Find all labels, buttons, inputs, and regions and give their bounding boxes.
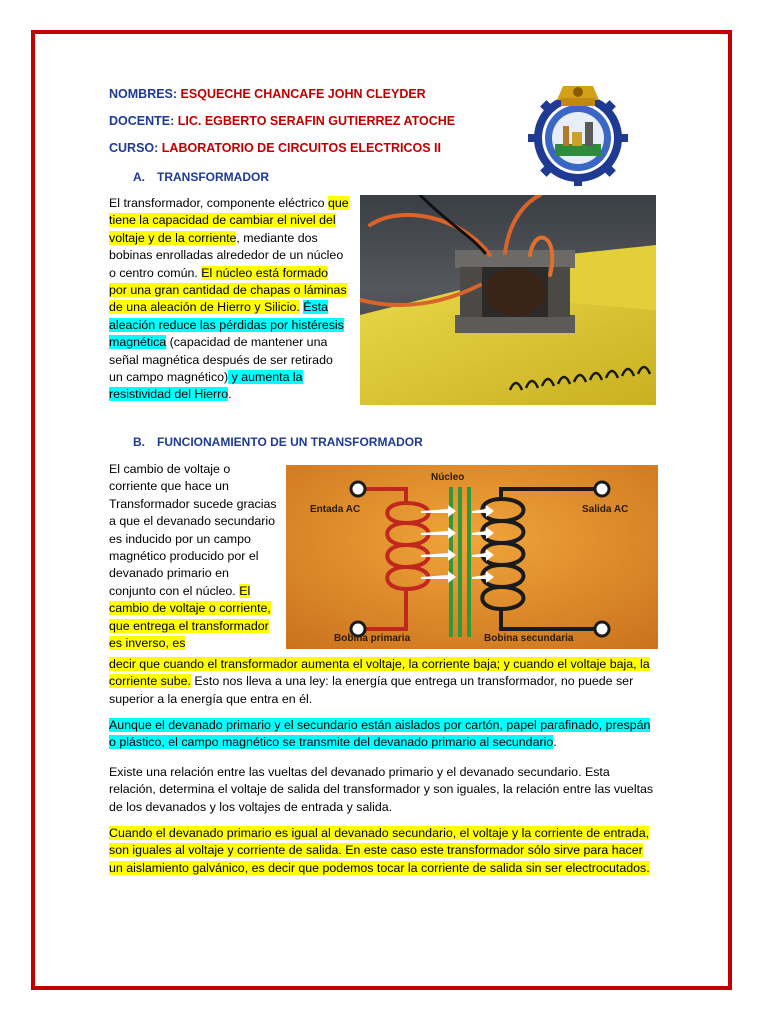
- section-b-heading: [133, 435, 423, 449]
- section-b-paragraph-2: [109, 656, 657, 708]
- university-seal-logo: [527, 82, 629, 186]
- section-a-paragraph: [109, 195, 349, 404]
- header-curso: [109, 141, 441, 155]
- nombres-label: NOMBRES:: [109, 87, 178, 101]
- transformer-photo: [360, 195, 656, 405]
- diagram-core-label: Núcleo: [431, 472, 465, 483]
- section-a-title: TRANSFORMADOR: [157, 170, 269, 184]
- highlight-yellow: Cuando el devanado primario es igual al devanado secundario, el voltaje y la corriente de entrada, son iguales al voltaje y corriente de salida. En este caso este transformador sólo sirve para hacer un aislamiento galvánico, es decir que podemos tocar la corriente de salida sin ser electrocutados.: [109, 826, 650, 875]
- text-span: El transformador, componente eléctrico: [109, 196, 329, 210]
- section-b-title: FUNCIONAMIENTO DE UN TRANSFORMADOR: [157, 435, 423, 449]
- section-b-paragraph-3: [109, 717, 657, 752]
- highlight-yellow: que tiene la capacidad de cambiar el nivel del voltaje y de la corriente: [109, 196, 349, 245]
- text-span: .: [553, 735, 557, 750]
- highlight-yellow: El cambio de voltaje o corriente, que entrega el transformador es inverso, es: [109, 583, 271, 651]
- curso-label: CURSO:: [109, 141, 159, 155]
- section-b-paragraph-1: [109, 461, 279, 652]
- section-b-number: B.: [133, 435, 145, 449]
- highlight-cyan: Ésta aleación reduce las pérdidas por histéresis magnética: [109, 300, 344, 350]
- transformer-diagram: [286, 465, 658, 649]
- highlight-cyan: y aumenta la resistividad del Hierro: [109, 370, 303, 402]
- section-a-heading: [133, 170, 269, 184]
- text-span: , mediante dos bobinas enrolladas alrededor de un núcleo o centro común.: [109, 230, 344, 280]
- curso-value: LABORATORIO DE CIRCUITOS ELECTRICOS II: [161, 141, 441, 155]
- text-span: (capacidad de mantener una señal magnética después de ser retirado un campo magnético): [109, 335, 333, 385]
- highlight-yellow: El núcleo está formado por una gran cantidad de chapas o láminas de una aleación de Hierro y Silicio.: [109, 265, 347, 315]
- diagram-secondary-label: Bobina secundaria: [484, 633, 574, 644]
- header-docente: [109, 114, 455, 128]
- nombres-value: ESQUECHE CHANCAFE JOHN CLEYDER: [180, 87, 426, 101]
- section-a-number: A.: [133, 170, 145, 184]
- text-span: .: [228, 387, 232, 402]
- docente-label: DOCENTE:: [109, 114, 175, 128]
- diagram-input-label: Entada AC: [310, 504, 361, 515]
- highlight-yellow: decir que cuando el transformador aumenta el voltaje, la corriente baja; y cuando el voltaje baja, la corriente sube.: [109, 657, 650, 689]
- diagram-output-label: Salida AC: [582, 504, 629, 515]
- text-span: El cambio de voltaje o corriente que hace un Transformador sucede gracias a que el devanado secundario es inducido por un campo magnético producido por el devanado primario en conjunto con el núcleo.: [109, 462, 277, 598]
- highlight-cyan: Aunque el devanado primario y el secundario están aislados por cartón, papel parafinado, prespán o plástico, el campo magnético se transmite del devanado primario al secundario: [109, 718, 651, 750]
- docente-value: LIC. EGBERTO SERAFIN GUTIERREZ ATOCHE: [177, 114, 456, 128]
- section-b-paragraph-4: [109, 764, 657, 816]
- section-b-paragraph-5: [109, 825, 657, 877]
- header-nombres: [109, 87, 426, 101]
- text-span: Esto nos lleva a una ley: la energía que entrega un transformador, no puede ser superior a la energía que entra en él.: [109, 674, 634, 706]
- text-span: Existe una relación entre las vueltas del devanado primario y el devanado secundario. Esta relación, determina el voltaje de salida del transformador y son iguales, la relación entre las vueltas de los devanados y los voltajes de entrada y salida.: [109, 765, 654, 814]
- diagram-primary-label: Bobina primaria: [334, 633, 411, 644]
